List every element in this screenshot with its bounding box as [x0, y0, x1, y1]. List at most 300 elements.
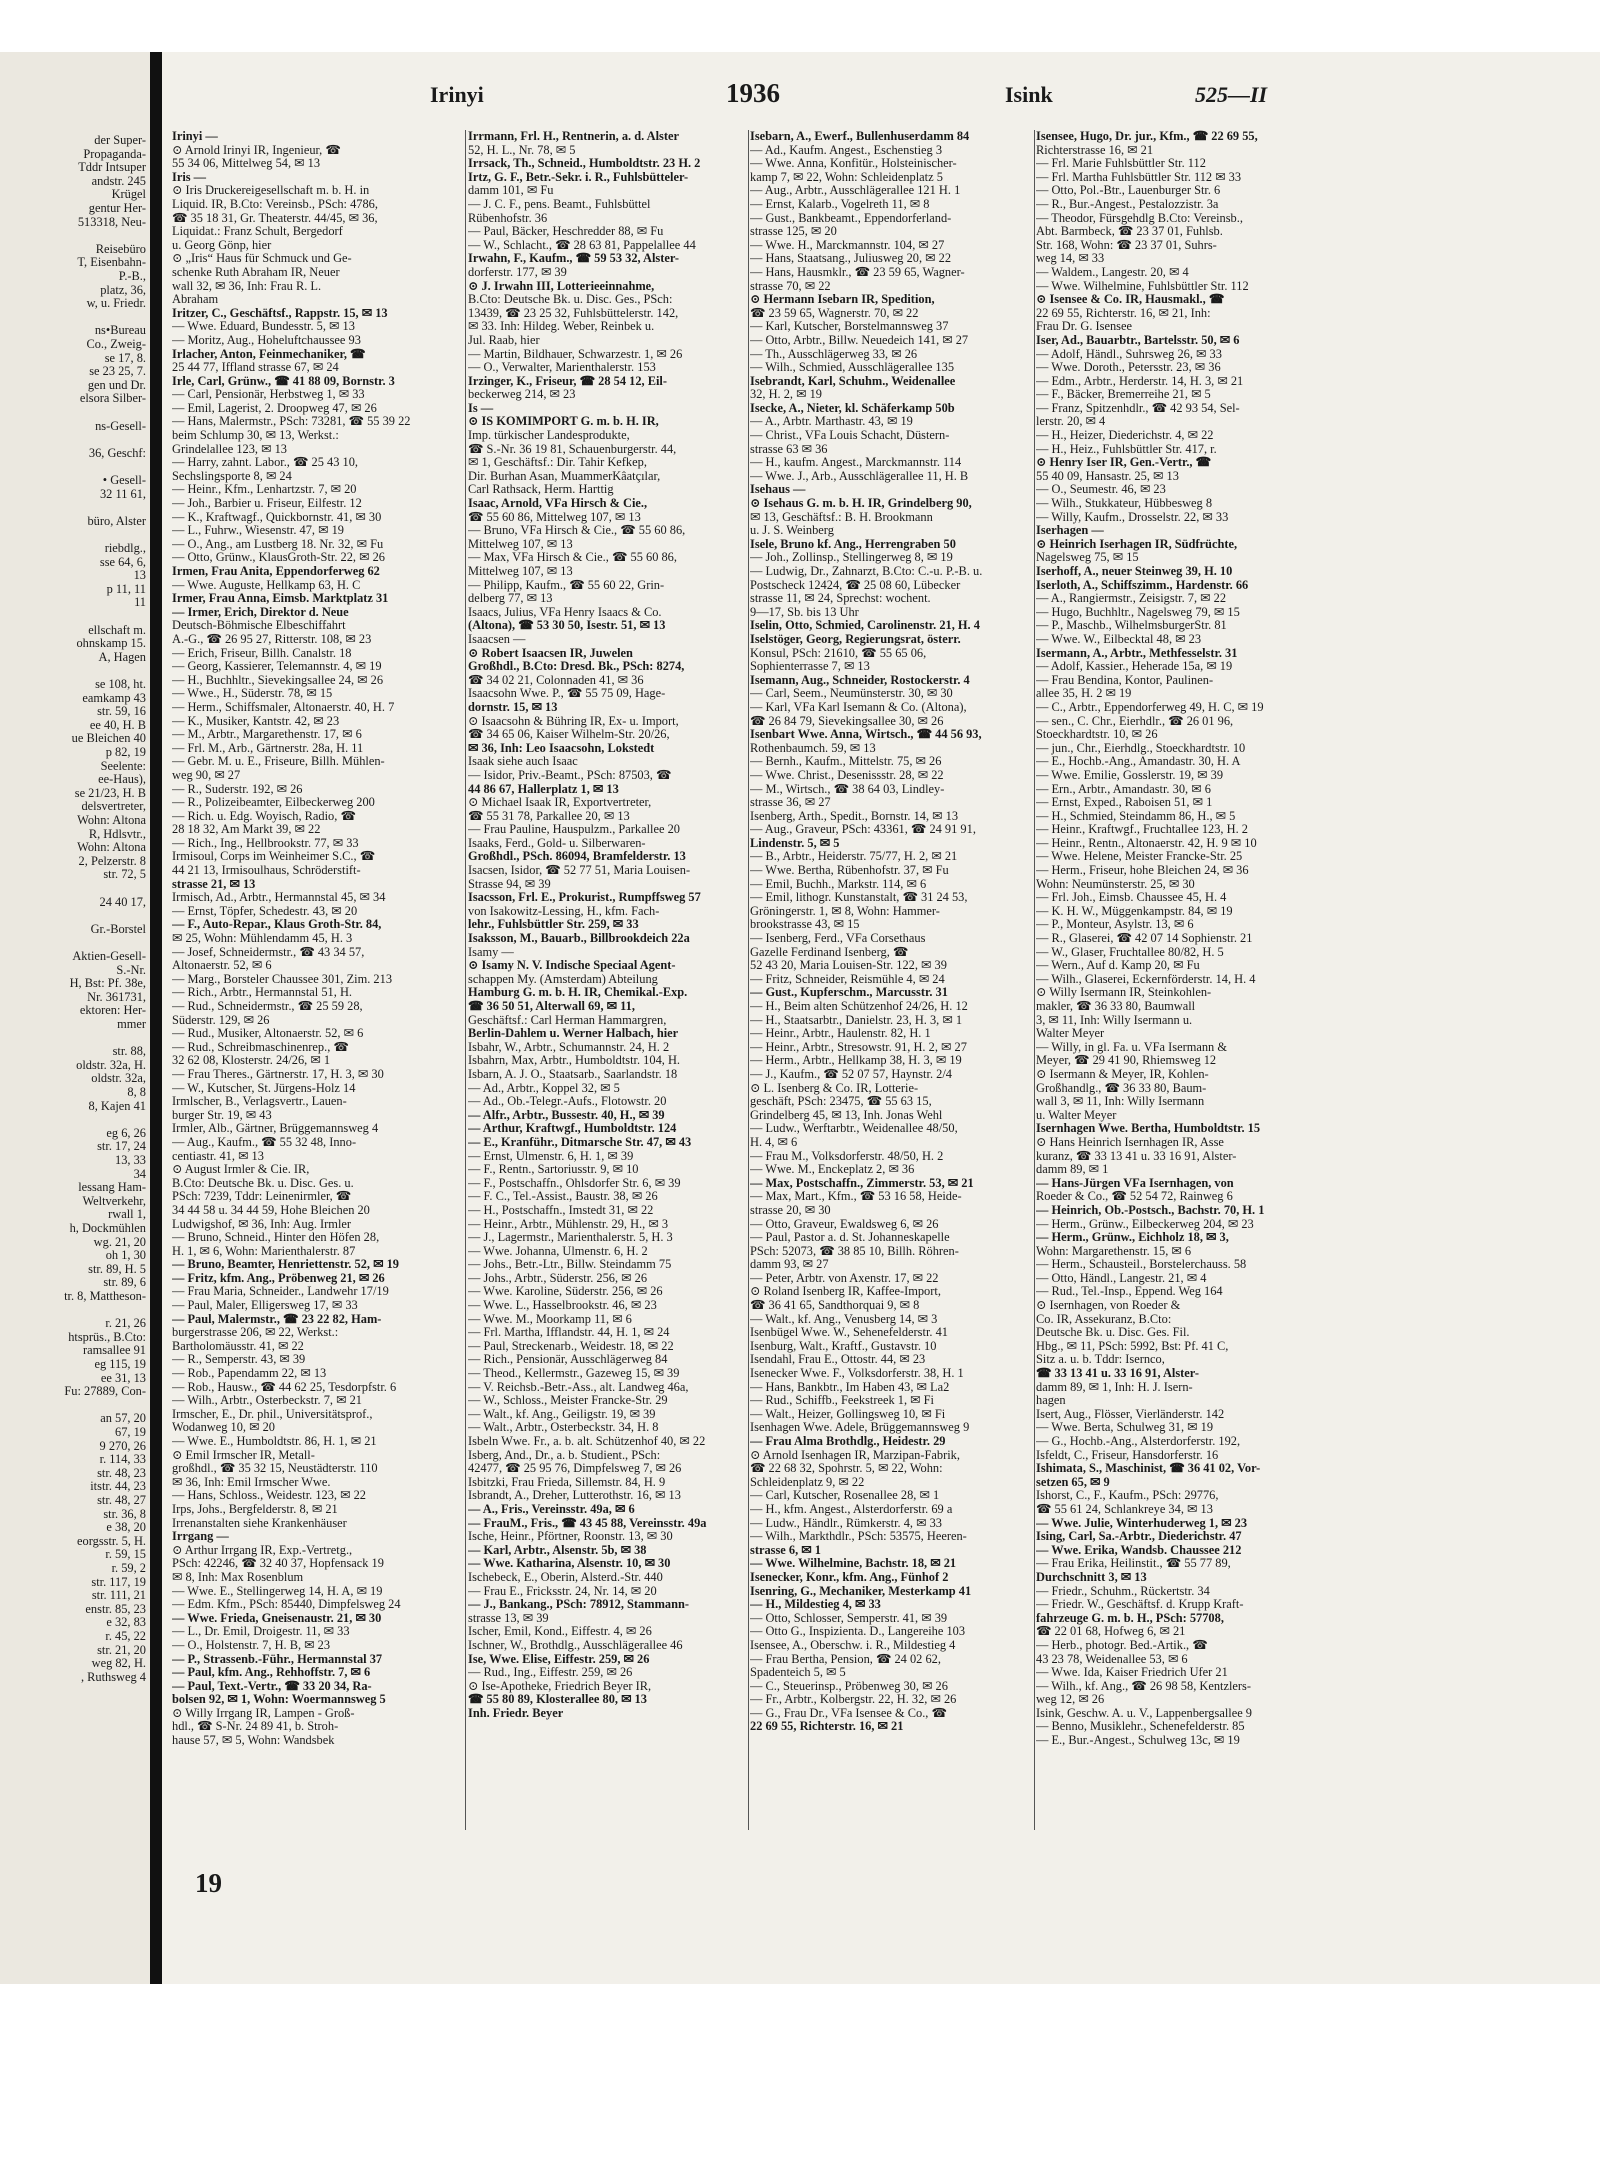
directory-entry-line: ⊙ Michael Isaak IR, Exportvertreter, — [468, 796, 652, 810]
directory-entry-line: — Th., Ausschlägerweg 33, ✉ 26 — [750, 347, 918, 361]
directory-entry-line: — Wwe. H., Marckmannstr. 104, ✉ 27 — [750, 238, 945, 252]
directory-entry-line: Iser, Ad., Bauarbtr., Bartelsstr. 50, ✉ 6 — [1036, 333, 1240, 347]
directory-entry-line: ☎ S.-Nr. 36 19 81, Schauenburgerstr. 44, — [468, 442, 677, 456]
directory-entry-line: Co. IR, Assekuranz, B.Cto: — [1036, 1312, 1172, 1326]
directory-entry-line: ⊙ August Irmler & Cie. IR, — [172, 1163, 310, 1177]
previous-page-line: an 57, 20 — [100, 1412, 146, 1426]
directory-entry-line: Dir. Burhan Asan, MuammerKâatçılar, — [468, 469, 661, 483]
directory-entry-line: ⊙ Iris Druckereigesellschaft m. b. H. in — [172, 184, 370, 198]
directory-entry-line: ☎ 55 80 89, Klosterallee 80, ✉ 13 — [468, 1693, 647, 1707]
directory-entry-line: Stoeckhardtstr. 10, ✉ 26 — [1036, 728, 1158, 742]
directory-entry-line: 44 86 67, Hallerplatz 1, ✉ 13 — [468, 782, 619, 796]
directory-entry-line: Isberg, And., Dr., a. b. Studient., PSch: — [468, 1448, 661, 1462]
directory-entry-line: — L., Dr. Emil, Droigestr. 11, ✉ 33 — [172, 1625, 350, 1639]
directory-entry-line: — Hans, Bankbtr., Im Haben 43, ✉ La2 — [750, 1380, 950, 1394]
directory-entry-line: ☎ 36 41 65, Sandthorquai 9, ✉ 8 — [750, 1299, 920, 1313]
directory-entry-line: — Fritz, kfm. Ang., Pröbenweg 21, ✉ 26 — [172, 1271, 385, 1285]
directory-entry-line: hause 57, ✉ 5, Wohn: Wandsbek — [172, 1734, 335, 1748]
column-rule — [1034, 130, 1035, 1830]
directory-entry-line: — H., Heiz., Fuhlsbüttler Str. 417, r. — [1036, 442, 1217, 456]
directory-entry-line: 9—17, Sb. bis 13 Uhr — [750, 605, 859, 619]
directory-entry-line: — Isidor, Priv.-Beamt., PSch: 87503, ☎ — [468, 768, 672, 782]
directory-entry-line: — C., Arbtr., Eppendorferweg 49, H. C, ✉ 19 — [1036, 700, 1264, 714]
directory-entry-line: — Walt., kf. Ang., Geiligstr. 19, ✉ 39 — [468, 1407, 656, 1421]
directory-entry-line: Isenbügel Wwe. W., Sehenefelderstr. 41 — [750, 1326, 948, 1340]
previous-page-line: ee 40, H. B — [89, 718, 146, 732]
directory-entry-line: — Wern., Auf d. Kamp 20, ✉ Fu — [1036, 959, 1200, 973]
directory-entry-line: Richterstrasse 16, ✉ 21 — [1036, 143, 1154, 157]
directory-entry-line: Meyer, ☎ 29 41 90, Rhiemsweg 12 — [1036, 1054, 1217, 1068]
directory-entry-line: Altonaerstr. 52, ✉ 6 — [172, 959, 272, 973]
previous-page-line: r. 45, 22 — [105, 1630, 146, 1643]
directory-entry-line: PSch: 7239, Tddr: Leinenirmler, ☎ — [172, 1190, 352, 1204]
directory-entry-line: strasse 20, ✉ 30 — [750, 1203, 831, 1217]
directory-entry-line: schenke Ruth Abraham IR, Neuer — [172, 265, 340, 279]
directory-entry-line: Wohn: Margarethenstr. 15, ✉ 6 — [1036, 1244, 1192, 1258]
directory-entry-line: hagen — [1036, 1394, 1066, 1408]
previous-page-line: 11 — [134, 596, 146, 610]
directory-entry-line: Isenburg, Walt., Kraftf., Gustavstr. 10 — [750, 1339, 937, 1353]
directory-entry-line: — Emil, Lagerist, 2. Droopweg 47, ✉ 26 — [172, 401, 377, 415]
directory-entry-line: Irmisch, Ad., Arbtr., Hermannstal 45, ✉ 34 — [172, 891, 386, 905]
directory-entry-line: ☎ 55 60 86, Mittelweg 107, ✉ 13 — [468, 510, 641, 524]
directory-entry-line: Isenberg, Arth., Spedit., Bornstr. 14, ✉ 13 — [750, 809, 959, 823]
directory-entry-line: — H., Buchhltr., Sievekingsallee 24, ✉ 26 — [172, 673, 384, 687]
directory-entry-line: — Wwe. L., Hasselbrookstr. 46, ✉ 23 — [468, 1299, 657, 1313]
directory-entry-line: — Emil, lithogr. Kunstanstalt, ☎ 31 24 53, — [750, 891, 968, 905]
directory-entry-line: — Martin, Bildhauer, Schwarzestr. 1, ✉ 26 — [468, 347, 683, 361]
directory-entry-line: schappen My. (Amsterdam) Abteilung — [468, 972, 658, 986]
directory-entry-line: — J. C. F., pens. Beamt., Fuhlsbüttel — [468, 197, 651, 211]
directory-entry-line: Irrsack, Th., Schneid., Humboldtstr. 23 H. 2 — [468, 157, 701, 171]
directory-entry-line: Irlacher, Anton, Feinmechaniker, ☎ — [172, 347, 366, 361]
directory-entry-line: — Wwe. Emilie, Gosslerstr. 19, ✉ 39 — [1036, 768, 1224, 782]
directory-entry-line: Isaaks, Ferd., Gold- u. Silberwaren- — [468, 836, 646, 850]
directory-entry-line: — K., Musiker, Kantstr. 42, ✉ 23 — [172, 714, 340, 728]
directory-entry-line: Isebrandt, Karl, Schuhm., Weidenallee — [750, 374, 956, 388]
directory-entry-line: ⊙ Isensee & Co. IR, Hausmakl., ☎ — [1036, 293, 1225, 307]
scan-margin-top — [0, 0, 1600, 52]
previous-page-line: 34 — [133, 1167, 146, 1181]
directory-entry-line: Irrgang — — [172, 1530, 229, 1544]
previous-page-line: htsprüs., B.Cto: — [68, 1330, 146, 1344]
directory-entry-line: — Ludwig, Dr., Zahnarzt, B.Cto: C.-u. P.-B. u. — [750, 565, 983, 578]
directory-entry-line: — W., Schloss., Meister Francke-Str. 29 — [468, 1394, 668, 1408]
previous-page-line: andstr. 245 — [91, 174, 146, 188]
previous-page-line: 2, Pelzerstr. 8 — [78, 854, 146, 868]
directory-entry-line: — Peter, Arbtr. von Axenstr. 17, ✉ 22 — [750, 1271, 939, 1285]
directory-entry-line: Rothenbaumch. 59, ✉ 13 — [750, 741, 876, 755]
previous-page-line: H, Bst: Pf. 38e, — [69, 977, 146, 991]
directory-entry-line: H. 4, ✉ 6 — [750, 1135, 798, 1149]
previous-page-line: ns•Bureau — [94, 324, 146, 338]
directory-entry-line: strasse 63 ✉ 36 — [750, 442, 828, 456]
directory-entry-line: — H., Beim alten Schützenhof 24/26, H. 12 — [750, 1000, 968, 1013]
previous-page-line: itstr. 44, 23 — [90, 1480, 146, 1494]
directory-entry-line: — Paul, Streckenarb., Weidestr. 18, ✉ 22 — [468, 1339, 674, 1353]
directory-entry-line: — Frau Theres., Gärtnerstr. 17, H. 3, ✉ 30 — [172, 1067, 384, 1081]
directory-entry-line: ✉ 36, Inh: Emil Irmscher Wwe. — [172, 1475, 331, 1489]
directory-entry-line: — Rud., Musiker, Altonaerstr. 52, ✉ 6 — [172, 1027, 364, 1041]
directory-entry-line: — Wwe. Erika, Wandsb. Chaussee 212 — [1036, 1543, 1242, 1557]
directory-entry-line: — Gust., Kupferschm., Marcusstr. 31 — [750, 986, 948, 1000]
directory-entry-line: — Joh., Barbier u. Friseur, Eilfestr. 12 — [172, 497, 362, 511]
previous-page-line: ee 31, 13 — [100, 1371, 146, 1385]
directory-entry-line: — Franz, Spitzenhdlr., ☎ 42 93 54, Sel- — [1036, 401, 1240, 415]
directory-entry-line: — Walt., kf. Ang., Venusberg 14, ✉ 3 — [750, 1312, 938, 1326]
directory-entry-line: — Marg., Borsteler Chaussee 301, Zim. 213 — [172, 972, 393, 986]
directory-entry-line: Iserloth, A., Schiffszimm., Hardenstr. 66 — [1036, 578, 1249, 592]
directory-entry-line: ⊙ Ise-Apotheke, Friedrich Beyer IR, — [468, 1679, 652, 1693]
directory-entry-line: — Hugo, Buchhltr., Nagelsweg 79, ✉ 15 — [1036, 605, 1240, 619]
directory-entry-line: ✉ 33. Inh: Hildeg. Weber, Reinbek u. — [468, 320, 655, 334]
directory-entry-line: — Wwe. J., Arb., Ausschlägerallee 11, H. B — [750, 469, 969, 483]
previous-page-line: se 108, ht. — [95, 678, 146, 691]
directory-entry-line: Isecke, A., Nieter, kl. Schäferkamp 50b — [750, 401, 955, 415]
directory-entry-line: — Ernst, Töpfer, Schedestr. 43, ✉ 20 — [172, 904, 358, 918]
previous-page-line: r. 59, 2 — [111, 1562, 146, 1575]
previous-page-line: p 82, 19 — [105, 746, 146, 759]
directory-entry-line: Deutsch-Böhmische Elbeschiffahrt — [172, 619, 346, 633]
directory-entry-line: Ising, Carl, Sa.-Arbtr., Diederichstr. 47 — [1036, 1530, 1242, 1544]
directory-entry-line: Isenring, G., Mechaniker, Mesterkamp 41 — [750, 1584, 972, 1598]
directory-entry-line: — Heinr., Arbtr., Mühlenstr. 29, H., ✉ 3 — [468, 1217, 669, 1231]
previous-page-line: ns-Gesell- — [95, 419, 146, 433]
directory-entry-line: ☎ 22 68 32, Spohrstr. 5, ✉ 22, Wohn: — [750, 1462, 943, 1476]
directory-entry-line: Isink, Geschw. A. u. V., Lappenbergsallee 9 — [1036, 1706, 1252, 1720]
directory-entry-line: brookstrasse 43, ✉ 15 — [750, 918, 860, 932]
directory-entry-line: Irrenanstalten siehe Krankenhäuser — [172, 1516, 347, 1530]
directory-entry-line: — Ad., Kaufm. Angest., Eschenstieg 3 — [750, 143, 943, 157]
directory-entry-line: — K., Kraftwagf., Quickbornstr. 41, ✉ 30 — [172, 510, 382, 524]
directory-entry-line: — Joh., Zollinsp., Stellingerweg 8, ✉ 19 — [750, 551, 953, 565]
directory-entry-line: Hamburg G. m. b. H. IR, Chemikal.-Exp. — [468, 986, 688, 1000]
directory-entry-line: Iselstöger, Georg, Regierungsrat, österr. — [750, 632, 961, 646]
directory-entry-line: 32, H. 2, ✉ 19 — [750, 388, 822, 402]
directory-entry-line: ⊙ Arthur Irrgang IR, Exp.-Vertretg., — [172, 1543, 353, 1557]
directory-entry-line: — Ad., Arbtr., Koppel 32, ✉ 5 — [468, 1081, 620, 1095]
directory-entry-line: Isebarn, A., Ewerf., Bullenhuserdamm 84 — [750, 130, 970, 143]
previous-page-line: eorgsstr. 5, H. — [77, 1534, 146, 1548]
directory-entry-line: — Friedr. W., Geschäftsf. d. Krupp Kraft- — [1036, 1598, 1244, 1612]
directory-entry-line: — W., Kutscher, St. Jürgens-Holz 14 — [172, 1081, 356, 1095]
directory-entry-line: Ishimata, S., Maschinist, ☎ 36 41 02, Vor- — [1036, 1462, 1261, 1476]
directory-entry-line: — Wwe. Frieda, Gneisenaustr. 21, ✉ 30 — [172, 1611, 382, 1625]
previous-page-line: 32 11 61, — [99, 487, 146, 501]
running-head-right: Isink — [1005, 82, 1053, 107]
directory-entry-line: Irmlscher, B., Verlagsvertr., Lauen- — [172, 1095, 347, 1109]
directory-entry-line: — Paul, kfm. Ang., Rehhoffstr. 7, ✉ 6 — [172, 1666, 371, 1680]
directory-entry-line: — F., Auto-Repar., Klaus Groth-Str. 84, — [172, 918, 382, 932]
directory-entry-line: ✉ 1, Geschäftsf.: Dir. Tahir Kefkep, — [468, 456, 647, 470]
directory-entry-line: Isaacs, Julius, VFa Henry Isaacs & Co. — [468, 605, 662, 619]
directory-entry-line: Sechslingsporte 8, ✉ 24 — [172, 469, 292, 483]
directory-entry-line: 28 18 32, Am Markt 39, ✉ 22 — [172, 823, 321, 837]
column-rule — [465, 130, 466, 1830]
directory-entry-line: — H., Mildestieg 4, ✉ 33 — [750, 1598, 881, 1612]
directory-entry-line: Rübenhofstr. 36 — [468, 211, 548, 225]
directory-entry-line: Schleidenplatz 9, ✉ 22 — [750, 1475, 865, 1489]
previous-page-line: e 38, 20 — [106, 1521, 146, 1535]
previous-page-line: str. 88, — [112, 1045, 146, 1059]
directory-entry-line: — Wwe. W., Eilbecktal 48, ✉ 23 — [1036, 632, 1202, 646]
running-head-year: 1936 — [726, 78, 780, 108]
previous-page-line: T, Eisenbahn- — [77, 256, 146, 270]
directory-entry-line: strasse 125, ✉ 20 — [750, 225, 837, 239]
directory-column-3 — [750, 130, 1032, 1830]
directory-entry-line: Irtz, G. F., Betr.-Sekr. i. R., Fuhlsbütteler- — [468, 170, 689, 184]
directory-entry-line: — Frau Maria, Schneider., Landwehr 17/19 — [172, 1285, 389, 1299]
directory-entry-line: 32 62 08, Klosterstr. 24/26, ✉ 1 — [172, 1054, 331, 1068]
directory-entry-line: Lindenstr. 5, ✉ 5 — [750, 836, 840, 850]
directory-entry-line: — Fr., Arbtr., Kolbergstr. 22, H. 32, ✉ 26 — [750, 1693, 957, 1707]
directory-entry-line: 22 69 55, Richterstr. 16, ✉ 21 — [750, 1720, 904, 1734]
directory-entry-line: — Herm., Schausteil., Borstelerchauss. 58 — [1036, 1258, 1247, 1272]
directory-entry-line: ⊙ Emil Irmscher IR, Metall- — [172, 1448, 315, 1462]
directory-entry-line: — Frl. M., Arb., Gärtnerstr. 28a, H. 11 — [172, 741, 364, 755]
directory-entry-line: — Frau Erika, Heilinstit., ☎ 55 77 89, — [1036, 1557, 1231, 1571]
directory-entry-line: — Bernh., Kaufm., Mittelstr. 75, ✉ 26 — [750, 755, 942, 769]
directory-entry-line: beim Schlump 30, ✉ 13, Werkst.: — [172, 429, 339, 443]
directory-entry-line: Hbg., ✉ 11, PSch: 5992, Bst: Pf. 41 C, — [1036, 1339, 1229, 1353]
previous-page-line: Tddr Intsuper — [78, 161, 146, 175]
directory-entry-line: Isehaus — — [750, 483, 806, 497]
directory-entry-line: — Herm., Schiffsmaler, Altonaerstr. 40, H. 7 — [172, 700, 395, 714]
previous-page-line: p 11, 11 — [106, 582, 146, 596]
directory-entry-line: — Wwe. Julie, Winterhuderweg 1, ✉ 23 — [1036, 1516, 1248, 1530]
directory-entry-line: — A., Rangiermstr., Zeisigstr. 7, ✉ 22 — [1036, 592, 1227, 606]
directory-entry-line: ⊙ Henry Iser IR, Gen.-Vertr., ☎ — [1036, 456, 1212, 470]
directory-entry-line: Postscheck 12424, ☎ 25 08 60, Lübecker — [750, 578, 961, 592]
previous-page-line: r. 21, 26 — [105, 1317, 146, 1331]
directory-entry-line: — Moritz, Aug., Hoheluftchaussee 93 — [172, 333, 361, 347]
directory-entry-line: — Ludw., Händlr., Rümkerstr. 4, ✉ 33 — [750, 1516, 942, 1530]
directory-entry-line: — Max, Postschaffn., Zimmerstr. 53, ✉ 21 — [750, 1176, 974, 1190]
directory-entry-line: ☎ 23 59 65, Wagnerstr. 70, ✉ 22 — [750, 306, 919, 320]
directory-entry-line: — Gust., Bankbeamt., Eppendorferland- — [750, 211, 952, 225]
directory-entry-line: — R., Semperstr. 43, ✉ 39 — [172, 1353, 306, 1367]
directory-entry-line: u. Walter Meyer — [1036, 1108, 1117, 1122]
directory-entry-line: 43 23 78, Weidenallee 53, ✉ 6 — [1036, 1652, 1188, 1666]
directory-entry-line: — Wilh., Schmied, Ausschlägerallee 135 — [750, 361, 955, 375]
directory-entry-line: — Rob., Hausw., ☎ 44 62 25, Tesdorpfstr. 6 — [172, 1380, 397, 1394]
directory-entry-line: — G., Frau Dr., VFa Isensee & Co., ☎ — [750, 1706, 947, 1720]
directory-entry-line: ☎ 22 01 68, Hofweg 6, ✉ 21 — [1036, 1625, 1186, 1639]
directory-entry-line: — A., Arbtr. Marthastr. 43, ✉ 19 — [750, 415, 913, 429]
directory-entry-line: strasse 13, ✉ 39 — [468, 1611, 549, 1625]
directory-column-2 — [468, 130, 746, 1830]
directory-entry-line: — Wwe. M., Enckeplatz 2, ✉ 36 — [750, 1163, 915, 1177]
directory-entry-line: — A., Fris., Vereinsstr. 49a, ✉ 6 — [468, 1502, 635, 1516]
directory-entry-line: Isendahl, Frau E., Ottostr. 44, ✉ 23 — [750, 1353, 926, 1367]
previous-page-line: A, Hagen — [98, 650, 146, 664]
directory-entry-line: — Adolf, Händl., Suhrsweg 26, ✉ 33 — [1036, 347, 1222, 361]
previous-page-line: str. 48, 23 — [97, 1466, 146, 1480]
directory-entry-line: strasse 11, ✉ 24, Sprechst: wochent. — [750, 592, 931, 606]
directory-entry-line: — Rich., Ing., Hellbrookstr. 77, ✉ 33 — [172, 836, 359, 850]
directory-entry-line: ⊙ L. Isenberg & Co. IR, Lotterie- — [750, 1081, 919, 1095]
previous-page-line: r. 114, 33 — [99, 1453, 146, 1467]
directory-entry-line: — H., Staatsarbtr., Danielstr. 23, H. 3, ✉ 1 — [750, 1013, 963, 1027]
previous-page-line: 8, Kajen 41 — [88, 1099, 146, 1113]
directory-entry-line: — E., Bur.-Angest., Schulweg 13c, ✉ 19 — [1036, 1734, 1240, 1748]
directory-entry-line: — Wwe. E., Stellingerweg 14, H. A, ✉ 19 — [172, 1584, 383, 1598]
directory-entry-line: — Karl, Arbtr., Alsenstr. 5b, ✉ 38 — [468, 1543, 647, 1557]
directory-entry-line: — M., Wirtsch., ☎ 38 64 03, Lindley- — [750, 782, 945, 796]
directory-entry-line: — Carl, Seem., Neumünsterstr. 30, ✉ 30 — [750, 687, 953, 701]
directory-entry-line: ☎ 34 02 21, Colonnaden 41, ✉ 36 — [468, 673, 644, 687]
directory-entry-line: — Frau M., Volksdorferstr. 48/50, H. 2 — [750, 1149, 944, 1163]
directory-entry-line: A.-G., ☎ 26 95 27, Ritterstr. 108, ✉ 23 — [172, 632, 372, 646]
directory-entry-line: — J., Kaufm., ☎ 52 07 57, Haynstr. 2/4 — [750, 1067, 952, 1081]
directory-entry-line: — O., Seumestr. 46, ✉ 23 — [1036, 483, 1166, 497]
directory-entry-line: damm 89, ✉ 1 — [1036, 1163, 1109, 1177]
directory-entry-line: PSch: 42246, ☎ 32 40 37, Hopfensack 19 — [172, 1557, 384, 1571]
directory-entry-line: geschäft, PSch: 23475, ☎ 55 63 15, — [750, 1095, 932, 1109]
previous-page-line: str. 48, 27 — [97, 1494, 146, 1507]
directory-entry-line: — R., Glaserei, ☎ 42 07 14 Sophienstr. 21 — [1036, 932, 1253, 946]
previous-page-line: str. 117, 19 — [91, 1575, 146, 1589]
directory-entry-line: — Wilh., Stukkateur, Hübbesweg 8 — [1036, 497, 1213, 511]
directory-entry-line: — P., Maschb., WilhelmsburgerStr. 81 — [1036, 619, 1227, 633]
previous-page-line: str. 17, 24 — [97, 1140, 146, 1154]
directory-entry-line: von Isakowitz-Lessing, H., kfm. Fach- — [468, 904, 660, 918]
directory-entry-line: — O., Ang., am Lustberg 18. Nr. 32, ✉ Fu — [172, 537, 384, 551]
directory-entry-line: — FrauM., Fris., ☎ 43 45 88, Vereinsstr. 49a — [468, 1516, 707, 1530]
directory-entry-line: Imp. türkischer Landesprodukte, — [468, 429, 630, 443]
directory-entry-line: — Christ., VFa Louis Schacht, Düstern- — [750, 429, 950, 443]
previous-page-line: büro, Alster — [87, 514, 146, 528]
directory-entry-line: ⊙ Isehaus G. m. b. H. IR, Grindelberg 90, — [750, 497, 972, 511]
directory-entry-line: centiastr. 41, ✉ 13 — [172, 1149, 264, 1163]
directory-entry-line: — Ern., Arbtr., Amandastr. 30, ✉ 6 — [1036, 782, 1211, 796]
directory-entry-line: Liquid. IR, B.Cto: Vereinsb., PSch: 4786, — [172, 197, 378, 211]
directory-entry-line: — Paul, Bäcker, Heschredder 88, ✉ Fu — [468, 225, 664, 239]
directory-entry-line: — Frau Pauline, Hauspulzm., Parkallee 20 — [468, 823, 680, 837]
directory-entry-line: makler, ☎ 36 33 80, Baumwall — [1036, 1000, 1196, 1013]
column-rule — [748, 130, 749, 1830]
directory-entry-line: — Otto, Pol.-Btr., Lauenburger Str. 6 — [1036, 184, 1221, 198]
directory-entry-line: Isbahr, W., Arbtr., Schumannstr. 24, H. 2 — [468, 1040, 670, 1054]
directory-entry-line: — Frl. Martha Fuhlsbüttler Str. 112 ✉ 33 — [1036, 170, 1242, 184]
scan-margin-bottom — [0, 1984, 1600, 2177]
directory-column-4 — [1036, 130, 1322, 1830]
directory-entry-line: — H., Schmied, Steindamm 86, H., ✉ 5 — [1036, 809, 1236, 823]
directory-entry-line: strasse 6, ✉ 1 — [750, 1543, 821, 1557]
directory-entry-line: — Herm., Grünw., Eichholz 18, ✉ 3, — [1036, 1231, 1229, 1245]
directory-entry-line: — Heinr., Rentn., Altonaerstr. 42, H. 9 ✉ 10 — [1036, 836, 1257, 850]
directory-entry-line: — Erich, Friseur, Billh. Canalstr. 18 — [172, 646, 352, 660]
previous-page-line: weg 82, H. — [91, 1657, 146, 1671]
previous-page-line: str. 111, 21 — [91, 1589, 146, 1603]
directory-entry-line: — Carl, Pensionär, Herbstweg 1, ✉ 33 — [172, 388, 365, 402]
previous-page-line: elsora Silber- — [79, 392, 146, 406]
previous-page-line: 67, 19 — [115, 1426, 146, 1439]
directory-entry-line: — Herb., photogr. Bed.-Artik., ☎ — [1036, 1638, 1208, 1652]
previous-page-line: 9 270, 26 — [99, 1439, 146, 1453]
directory-entry-line: — Ernst, Exped., Raboisen 51, ✉ 1 — [1036, 796, 1213, 810]
previous-page-line: Wohn: Altona — [77, 814, 146, 827]
directory-entry-line: ⊙ IS KOMIMPORT G. m. b. H. IR, — [468, 415, 659, 429]
directory-entry-line: Isermann, A., Arbtr., Methfesselstr. 31 — [1036, 646, 1238, 660]
directory-entry-line: — P., Monteur, Asylstr. 13, ✉ 6 — [1036, 918, 1194, 932]
previous-page-line: 24 40 17, — [99, 895, 146, 909]
directory-entry-line: 34 44 58 u. 34 44 59, Hohe Bleichen 20 — [172, 1203, 370, 1217]
directory-entry-line: PSch: 52073, ☎ 38 85 10, Billh. Röhren- — [750, 1244, 959, 1258]
directory-entry-line: — Heinr., Kraftwgf., Fruchtallee 123, H. 2 — [1036, 823, 1248, 837]
directory-entry-line: — Edm., Arbtr., Herderstr. 14, H. 3, ✉ 21 — [1036, 374, 1244, 388]
directory-entry-line: — Theodor, Fürsgehdlg B.Cto: Vereinsb., — [1036, 211, 1243, 225]
directory-entry-line: Isbarn, A. J. O., Staatsarb., Saarlandstr. 18 — [468, 1067, 678, 1081]
directory-entry-line: — Frau Bendina, Kontor, Paulinen- — [1036, 673, 1214, 687]
directory-entry-line: — Max, VFa Hirsch & Cie., ☎ 55 60 86, — [468, 551, 677, 565]
directory-entry-line: Isbitzki, Frau Frieda, Sillemstr. 84, H. 9 — [468, 1475, 666, 1489]
directory-entry-line: weg 12, ✉ 26 — [1036, 1693, 1105, 1707]
directory-entry-line: — Hans, Hausmklr., ☎ 23 59 65, Wagner- — [750, 265, 965, 279]
directory-entry-line: — H., Heizer, Diederichstr. 4, ✉ 22 — [1036, 429, 1214, 443]
directory-entry-line: — Bruno, Schneid., Hinter den Höfen 28, — [172, 1231, 380, 1245]
directory-entry-line: Irmen, Frau Anita, Eppendorferweg 62 — [172, 565, 380, 578]
directory-entry-line: — Herm., Grünw., Eilbeckerweg 204, ✉ 23 — [1036, 1217, 1254, 1231]
previous-page-line: ohnskamp 15. — [76, 637, 146, 651]
directory-entry-line: — Frau E., Fricksstr. 24, Nr. 14, ✉ 20 — [468, 1584, 657, 1598]
directory-entry-line: — Isenberg, Ferd., VFa Corsethaus — [750, 932, 926, 946]
previous-page-line: ramsallee 91 — [83, 1344, 146, 1358]
directory-entry-line: Iris — — [172, 170, 207, 184]
directory-entry-line: — Bruno, Beamter, Henriettenstr. 52, ✉ 19 — [172, 1258, 399, 1272]
previous-page-line: se 17, 8. — [104, 351, 146, 365]
directory-entry-line: Berlin-Dahlem u. Werner Halbach, hier — [468, 1027, 679, 1041]
directory-entry-line: — Arthur, Kraftwgf., Humboldtstr. 124 — [468, 1122, 677, 1136]
directory-entry-line: ⊙ Isamy N. V. Indische Speciaal Agent- — [468, 959, 676, 973]
previous-page-line: P.-B., — [118, 270, 146, 283]
directory-entry-line: beckerweg 214, ✉ 23 — [468, 388, 576, 402]
directory-entry-line: — W., Schlacht., ☎ 28 63 81, Pappelallee 44 — [468, 238, 696, 252]
directory-entry-line: — O., Holstenstr. 7, H. B, ✉ 23 — [172, 1638, 331, 1652]
previous-page-line: str. 89, 6 — [103, 1276, 146, 1290]
directory-entry-line: — Rich., Pensionär, Ausschlägerweg 84 — [468, 1353, 668, 1367]
directory-entry-line: — R., Suderstr. 192, ✉ 26 — [172, 782, 303, 796]
directory-entry-line: — Paul, Pastor a. d. St. Johanneskapelle — [750, 1231, 950, 1245]
previous-page-line: oh 1, 30 — [105, 1249, 146, 1263]
previous-page-line: tr. 8, Mattheson- — [64, 1290, 146, 1303]
directory-entry-line: Iritzer, C., Geschäftsf., Rappstr. 15, ✉ 13 — [172, 306, 388, 320]
directory-entry-line: 55 40 09, Hansastr. 25, ✉ 13 — [1036, 469, 1179, 483]
previous-page-line: Krügel — [111, 188, 146, 202]
directory-entry-line: — M., Arbtr., Margarethenstr. 17, ✉ 6 — [172, 728, 362, 742]
directory-entry-line: weg 14, ✉ 33 — [1036, 252, 1105, 266]
directory-entry-line: 52 43 20, Maria Louisen-Str. 122, ✉ 39 — [750, 959, 947, 973]
directory-entry-line: — Max, Mart., Kfm., ☎ 53 16 58, Heide- — [750, 1190, 962, 1204]
previous-page-line: • Gesell- — [102, 474, 146, 487]
directory-entry-line: ⊙ „Iris“ Haus für Schmuck und Ge- — [172, 252, 352, 266]
directory-entry-line: hdl., ☎ S-Nr. 24 89 41, b. Stroh- — [172, 1720, 339, 1734]
previous-page-line: oldstr. 32a, H. — [76, 1058, 146, 1072]
directory-entry-line: — Carl, Kutscher, Rosenallee 28, ✉ 1 — [750, 1489, 940, 1503]
directory-entry-line: Irmscher, E., Dr. phil., Universitätsprof., — [172, 1407, 373, 1421]
previous-page-line: platz, 36, — [100, 283, 146, 297]
directory-entry-line: — F., Postschaffn., Ohlsdorfer Str. 6, ✉ 39 — [468, 1176, 681, 1190]
directory-entry-line: — H., Postschaffn., Imstedt 31, ✉ 22 — [468, 1203, 654, 1217]
directory-entry-line: Carl Rathsack, Herm. Harttig — [468, 483, 614, 497]
previous-page-line: Gr.-Borstel — [90, 922, 146, 936]
directory-entry-line: — Wwe. Doroth., Petersstr. 23, ✉ 36 — [1036, 361, 1221, 375]
previous-page-line: oldstr. 32a, — [91, 1072, 146, 1086]
directory-entry-line: Isacsen, Isidor, ☎ 52 77 51, Maria Louisen- — [468, 864, 691, 878]
directory-entry-line: 25 44 77, Iffland strasse 67, ✉ 24 — [172, 361, 339, 375]
previous-page-line: delsvertreter, — [81, 800, 146, 814]
directory-entry-line: ⊙ Hermann Isebarn IR, Spedition, — [750, 293, 935, 307]
